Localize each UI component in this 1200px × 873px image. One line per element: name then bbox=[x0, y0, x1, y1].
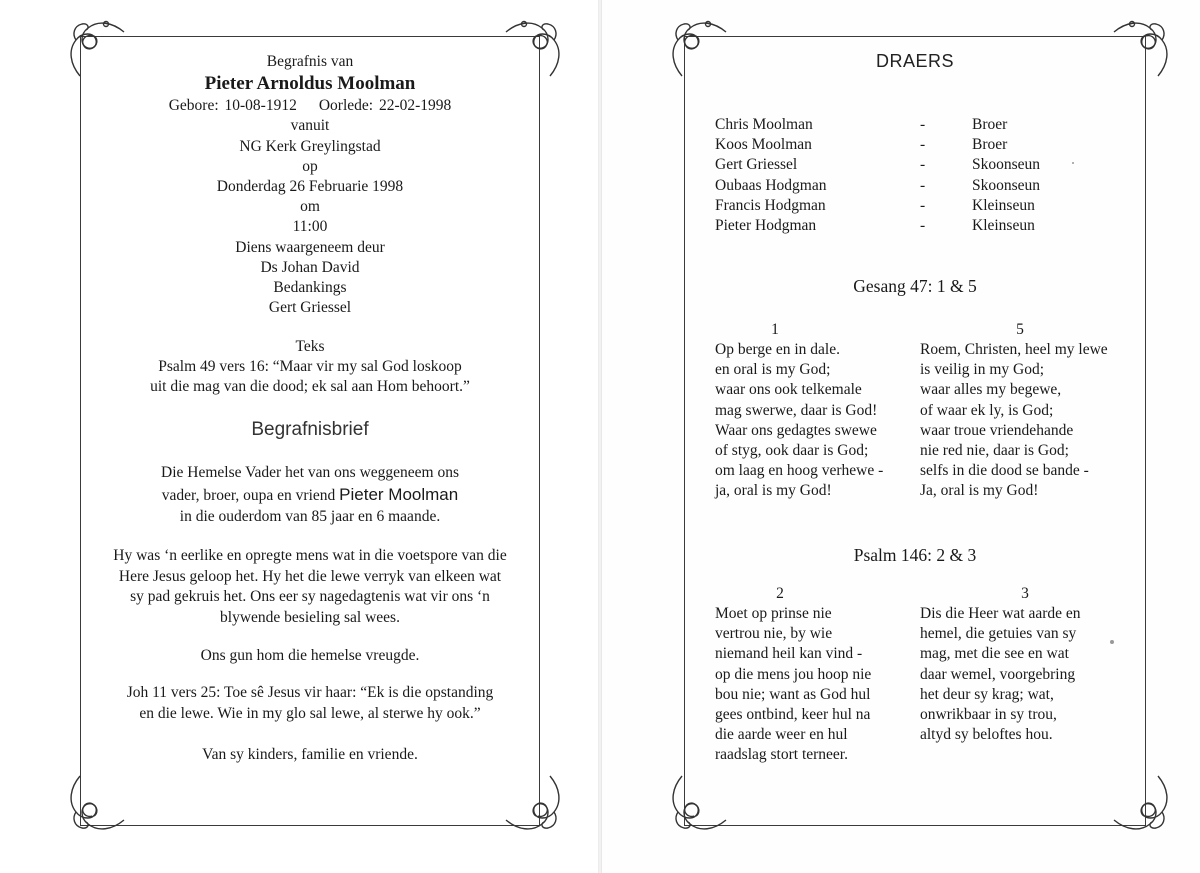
psalm-verse bbox=[920, 584, 1120, 745]
letter-line: in die ouderdom van 85 jaar en 6 maande. bbox=[179, 508, 441, 525]
birth-date: Gebore: 10-08-1912 bbox=[168, 97, 297, 115]
verse-line: en oral is my God; bbox=[715, 361, 831, 379]
psalm-title: Psalm 146: 2 & 3 bbox=[853, 545, 977, 565]
verse-line: Op berge en in dale. bbox=[715, 341, 840, 358]
bearer-row bbox=[715, 196, 1095, 216]
corner-flourish-icon bbox=[498, 14, 568, 84]
corner-flourish-icon bbox=[664, 14, 734, 84]
bearer-name: Gert Griessel bbox=[715, 156, 798, 174]
verse-line: Moet op prinse nie bbox=[715, 605, 832, 622]
corner-flourish-icon bbox=[1106, 768, 1176, 838]
scripture-text bbox=[100, 337, 520, 397]
minister-name: Ds Johan David bbox=[260, 258, 360, 276]
bearer-dash: - bbox=[920, 116, 926, 133]
letter-line: sy pad gekruis het. Ons eer sy nagedagtenis wat vir ons ‘n bbox=[130, 588, 490, 605]
letter-line: Die Hemelse Vader het van ons weggeneem ons bbox=[161, 464, 459, 481]
bearer-dash: - bbox=[920, 196, 926, 214]
verse-number: 1 bbox=[771, 321, 779, 338]
bearer-dash: - bbox=[920, 136, 926, 154]
letter-paragraph bbox=[100, 462, 520, 528]
corner-flourish-icon bbox=[498, 768, 568, 838]
bearer-relation: Kleinseun bbox=[972, 216, 1035, 234]
bearer-name: Pieter Hodgman bbox=[715, 216, 817, 234]
on-label: op bbox=[302, 157, 318, 175]
hymn-verse bbox=[715, 320, 915, 502]
hymn-verse bbox=[920, 320, 1120, 502]
verse-line: bou nie; want as God hul bbox=[715, 685, 871, 703]
verse-line: op die mens jou hoop nie bbox=[715, 665, 872, 683]
bearer-dash: - bbox=[920, 176, 926, 194]
bearer-name: Koos Moolman bbox=[715, 136, 812, 154]
verse-line: ja, oral is my God! bbox=[715, 482, 832, 500]
funeral-letter-title: Begrafnisbrief bbox=[251, 419, 369, 440]
verse-line: is veilig in my God; bbox=[920, 361, 1044, 379]
psalm-verse bbox=[715, 584, 915, 766]
from-label: vanuit bbox=[290, 117, 330, 135]
letter-line: blywende besieling sal wees. bbox=[220, 608, 400, 626]
scripture-line: Psalm 49 vers 16: “Maar vir my sal God loskoop bbox=[158, 358, 462, 375]
letter-line: Hy was ‘n eerlike en opregte mens wat in die voetspore van die bbox=[113, 547, 507, 564]
letter-line bbox=[100, 484, 520, 507]
service-date: Donderdag 26 Februarie 1998 bbox=[216, 178, 404, 196]
scan-speck bbox=[1110, 640, 1114, 644]
bearer-row bbox=[715, 115, 1095, 135]
death-date: Oorlede: 22-02-1998 bbox=[318, 97, 452, 115]
verse-line: onwrikbaar in sy trou, bbox=[920, 706, 1057, 724]
bearer-relation: Skoonseun bbox=[972, 156, 1041, 174]
bearers-title: DRAERS bbox=[875, 51, 954, 71]
thanks-label: Bedankings bbox=[273, 279, 347, 297]
verse-line: hemel, die getuies van sy bbox=[920, 625, 1077, 643]
letter-line-prefix: vader, broer, oupa en vriend bbox=[161, 486, 340, 504]
corner-flourish-icon bbox=[664, 768, 734, 838]
verse-line: altyd sy beloftes hou. bbox=[920, 726, 1053, 744]
corner-flourish-icon bbox=[1106, 14, 1176, 84]
funeral-header bbox=[120, 52, 500, 318]
letter-line: Ons gun hom die hemelse vreugde. bbox=[200, 647, 420, 664]
verse-line: mag, met die see en wat bbox=[920, 645, 1069, 663]
verse-line: Roem, Christen, heel my lewe bbox=[920, 341, 1108, 358]
verse-line: selfs in die dood se bande - bbox=[920, 462, 1089, 480]
verse-line: mag swerwe, daar is God! bbox=[715, 401, 878, 419]
bearer-relation: Skoonseun bbox=[972, 176, 1041, 194]
service-time: 11:00 bbox=[292, 218, 328, 236]
verse-line: waar alles my begewe, bbox=[920, 381, 1062, 399]
bearer-relation: Kleinseun bbox=[972, 196, 1035, 214]
corner-flourish-icon bbox=[62, 768, 132, 838]
service-by-label: Diens waargeneem deur bbox=[235, 238, 385, 256]
verse-line: raadslag stort terneer. bbox=[715, 746, 848, 764]
letter-paragraph bbox=[100, 646, 520, 666]
thanks-by-name: Gert Griessel bbox=[268, 299, 352, 317]
bearer-row bbox=[715, 155, 1095, 175]
page-fold bbox=[598, 0, 602, 873]
bearer-dash: - bbox=[920, 156, 926, 174]
letter-paragraph bbox=[100, 745, 520, 765]
verse-line: om laag en hoog verhewe - bbox=[715, 462, 884, 480]
letter-line: en die lewe. Wie in my glo sal lewe, al sterwe hy ook.” bbox=[139, 704, 481, 722]
verse-line: waar ons ook telkemale bbox=[715, 381, 862, 399]
hymn-title: Gesang 47: 1 & 5 bbox=[853, 276, 977, 296]
bearer-relation: Broer bbox=[972, 136, 1008, 154]
verse-line: daar wemel, voorgebring bbox=[920, 665, 1076, 683]
bearer-name: Francis Hodgman bbox=[715, 196, 826, 214]
scan-speck bbox=[1072, 162, 1074, 164]
bearer-relation: Broer bbox=[972, 116, 1008, 133]
verse-number: 3 bbox=[1021, 585, 1029, 602]
verse-line: of styg, ook daar is God; bbox=[715, 442, 869, 460]
verse-line: Waar ons gedagtes swewe bbox=[715, 421, 877, 439]
letter-paragraph bbox=[92, 683, 528, 724]
scripture-label: Teks bbox=[295, 338, 325, 355]
bearer-name: Chris Moolman bbox=[715, 116, 813, 133]
verse-line: of waar ek ly, is God; bbox=[920, 401, 1054, 419]
scripture-line: uit die mag van die dood; ek sal aan Hom behoort.” bbox=[150, 378, 470, 395]
verse-line: het deur sy krag; wat, bbox=[920, 685, 1054, 703]
verse-number: 5 bbox=[1016, 321, 1024, 338]
verse-line: die aarde weer en hul bbox=[715, 726, 848, 744]
funeral-intro: Begrafnis van bbox=[266, 53, 354, 70]
bearer-dash: - bbox=[920, 216, 926, 234]
deceased-name: Pieter Arnoldus Moolman bbox=[204, 73, 416, 95]
letter-line: Joh 11 vers 25: Toe sê Jesus vir haar: “Ek is die opstanding bbox=[126, 684, 494, 701]
verse-line: Dis die Heer wat aarde en bbox=[920, 605, 1081, 622]
verse-number: 2 bbox=[776, 585, 784, 602]
bearers-list bbox=[715, 115, 1095, 236]
verse-line: niemand heil kan vind - bbox=[715, 645, 863, 663]
verse-line: nie red nie, daar is God; bbox=[920, 442, 1069, 460]
bearer-row bbox=[715, 176, 1095, 196]
letter-line: Here Jesus geloop het. Hy het die lewe verryk van elkeen wat bbox=[118, 567, 502, 585]
at-label: om bbox=[300, 198, 320, 216]
deceased-short-name: Pieter Moolman bbox=[339, 484, 459, 504]
verse-line: waar troue vriendehande bbox=[920, 421, 1074, 439]
letter-signoff: Van sy kinders, familie en vriende. bbox=[202, 746, 418, 763]
verse-line: gees ontbind, keer hul na bbox=[715, 706, 871, 724]
church-name: NG Kerk Greylingstad bbox=[239, 137, 381, 155]
life-dates bbox=[120, 96, 500, 116]
verse-line: vertrou nie, by wie bbox=[715, 625, 833, 643]
bearer-name: Oubaas Hodgman bbox=[715, 176, 827, 194]
letter-paragraph bbox=[92, 546, 528, 628]
verse-line: Ja, oral is my God! bbox=[920, 482, 1039, 500]
bearer-row bbox=[715, 216, 1095, 236]
bearer-row bbox=[715, 135, 1095, 155]
